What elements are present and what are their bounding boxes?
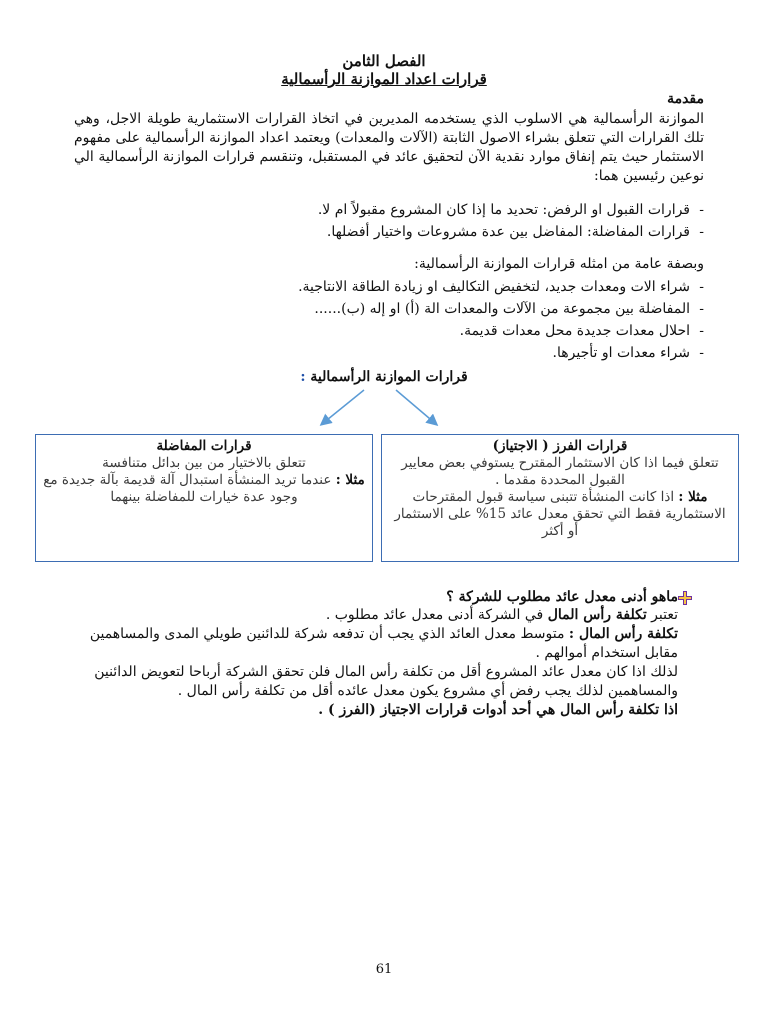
box-description: تتعلق بالاختيار من بين بدائل متنافسة — [102, 455, 306, 471]
example-label: مثلا : — [678, 489, 708, 505]
intro-heading: مقدمة — [667, 91, 704, 107]
box-description: تتعلق فيما اذا كان الاستثمار المقترح يستوفي بعض معايير القبول المحددة مقدما . — [401, 455, 719, 488]
box-title: قرارات المفاضلة — [156, 438, 252, 454]
arrow-right — [396, 390, 436, 424]
plus-bullet-icon — [677, 590, 693, 606]
diagram-heading-text: قرارات الموازنة الرأسمالية — [310, 369, 468, 385]
arrow-left — [322, 390, 364, 424]
conclusion: اذا تكلفة رأس المال هي أحد أدوات قرارات الاجتياز (الفرز ) . — [318, 702, 678, 718]
chapter-label: الفصل الثامن — [342, 52, 426, 70]
diagram-arrows — [300, 386, 460, 436]
examples-list — [184, 276, 704, 364]
answer-line-2 — [78, 625, 678, 663]
example-text: عندما تريد المنشأة استبدال آلة قديمة بآلة جديدة مع وجود عدة خيارات للمفاضلة بينهما — [43, 472, 332, 505]
box-example — [382, 489, 738, 540]
diagram-heading — [0, 369, 768, 385]
list-item: - قرارات المفاضلة: المفاضل بين عدة مشروعات واختيار أفضلها. — [184, 221, 704, 243]
decision-types-list — [184, 199, 704, 243]
answer-1-bold: تكلفة رأس المال — [547, 607, 647, 623]
page-number: 61 — [375, 962, 393, 977]
answer-line-3: لذلك اذا كان معدل عائد المشروع أقل من تكلفة رأس المال فلن تحقق الشركة أرباحا لتعويض الدائنين والمساهمين لذلك يجب رفض أي مشروع يكون معدل عائده أقل من تكلفة رأس المال . — [94, 664, 678, 699]
list-item: - احلال معدات جديدة محل معدات قديمة. — [184, 320, 704, 342]
answer-1-post: في الشركة أدنى معدل عائد مطلوب . — [325, 607, 544, 623]
answer-1-pre: تعتبر — [651, 607, 678, 623]
screening-decisions-box — [381, 434, 739, 562]
list-item: - المفاضلة بين مجموعة من الآلات والمعدات الة (أ) او إله (ب)...... — [184, 298, 704, 320]
answer-section — [78, 606, 678, 720]
question-heading: ماهو أدنى معدل عائد مطلوب للشركة ؟ — [446, 589, 678, 605]
example-text: اذا كانت المنشأة تتبنى سياسة قبول المقترحات الاستثمارية فقط التي تحقق معدل عائد 15% على الاستثمار أو أكثر — [394, 489, 726, 539]
answer-2-text: متوسط معدل العائد الذي يجب أن تدفعه شركة للدائنين طويلي المدى والمساهمين مقابل استخدام أموالهم . — [89, 626, 678, 661]
box-title: قرارات الفرز ( الاجتياز) — [492, 438, 628, 454]
box-example — [36, 472, 372, 506]
intro-paragraph: الموازنة الرأسمالية هي الاسلوب الذي يستخدمه المديرين في اتخاذ القرارات الاستثمارية طويلة الاجل، وهي تلك القرارات التي تتعلق بشراء الاصول الثابتة (الآلات والمعدات) ويعتمد اعداد الموازنة الرأسمالية على مفهوم الاستثمار حيث يتم إنفاق موارد نقدية الآن لتحقيق عائد في المستقبل، وتنقسم قرارات الموازنة الرأسمالية الي نوعين رئيسين هما: — [74, 111, 704, 184]
page-title: قرارات اعداد الموازنة الرأسمالية — [281, 70, 487, 88]
list-item: - قرارات القبول او الرفض: تحديد ما إذا كان المشروع مقبولاً ام لا. — [184, 199, 704, 221]
comparison-decisions-box — [35, 434, 373, 562]
example-label: مثلا : — [335, 472, 365, 488]
list-item: - شراء الات ومعدات جديد، لتخفيض التكاليف او زيادة الطاقة الانتاجية. — [184, 276, 704, 298]
diagram-heading-colon: : — [300, 369, 306, 385]
list-item: - شراء معدات او تأجيرها. — [184, 342, 704, 364]
answer-2-bold: تكلفة رأس المال : — [568, 626, 678, 642]
examples-lead: وبصفة عامة من امثله قرارات الموازنة الرأسمالية: — [414, 256, 704, 272]
answer-line-1 — [78, 606, 678, 625]
